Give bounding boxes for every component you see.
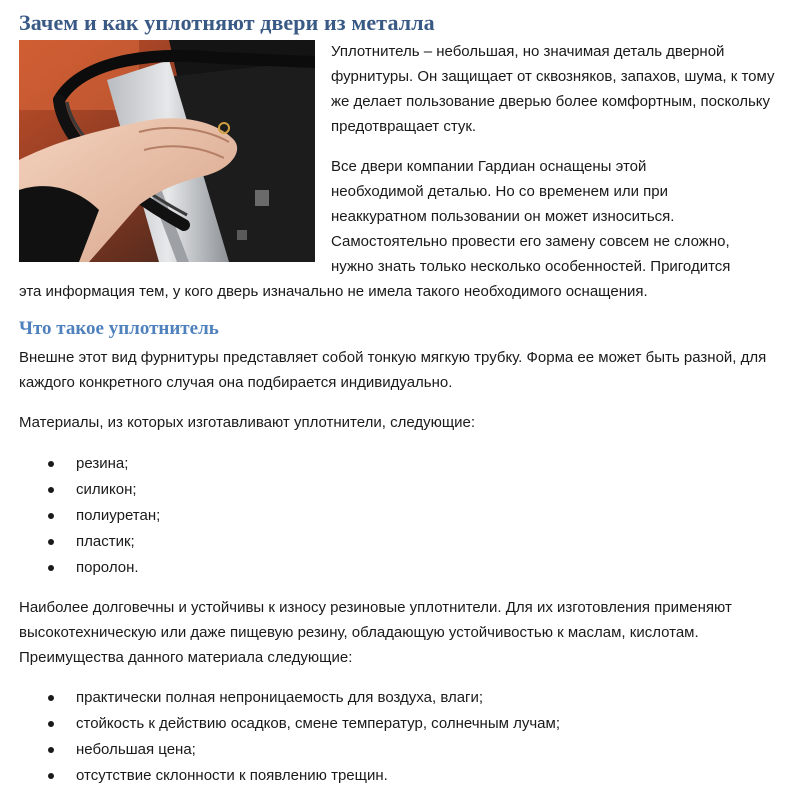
list-item: полиуретан; [19,503,779,529]
list-item: поролон. [19,555,779,581]
intro-paragraph-1: Уплотнитель – небольшая, но значимая деталь дверной фурнитуры. Он защищает от сквозняков, запахов, шума, к тому же делает пользование дверью более комфортным, поскольку предотвращает стук. [331,43,775,135]
bullet-icon [48,565,54,571]
rubber-paragraph: Наиболее долговечны и устойчивы к износу резиновые уплотнители. Для их изготовления применяют высокотехническую или даже пищевую резину, обладающую устойчивостью к маслам, кислотам. Преимущества данного материала следующие: [19,599,732,666]
bullet-icon [48,695,54,701]
advantages-list [19,685,779,789]
intro-p2-line-4: Самостоятельно провести его замену совсем не сложно, [331,233,730,250]
intro-p2-line-2: необходимой деталью. Но со временем или при [331,183,668,200]
bullet-icon [48,461,54,467]
list-item: отсутствие склонности к появлению трещин. [19,763,779,789]
list-item: резина; [19,451,779,477]
description-paragraph: Внешне этот вид фурнитуры представляет собой тонкую мягкую трубку. Форма ее может быть разной, для каждого конкретного случая она подбирается индивидуально. [19,349,767,391]
list-item: небольшая цена; [19,737,779,763]
intro-p2-line-6: эта информация тем, у кого дверь изначально не имела такого необходимого оснащения. [19,283,648,300]
list-item: пластик; [19,529,779,555]
bullet-icon [48,747,54,753]
list-item: практически полная непроницаемость для воздуха, влаги; [19,685,779,711]
intro-p2-line-1: Все двери компании Гардиан оснащены этой [331,158,647,175]
section-heading: Что такое уплотнитель [19,318,219,339]
intro-paragraph-2 [19,154,779,304]
intro-p2-line-3: неаккуратном пользовании он может износиться. [331,208,675,225]
bullet-icon [48,773,54,779]
bullet-icon [48,513,54,519]
bullet-icon [48,539,54,545]
intro-p2-line-5: нужно знать только несколько особенностей. Пригодится [331,258,731,275]
bullet-icon [48,721,54,727]
list-item: стойкость к действию осадков, смене температур, солнечным лучам; [19,711,779,737]
materials-intro: Материалы, из которых изготавливают уплотнители, следующие: [19,414,476,431]
materials-list [19,451,779,581]
bullet-icon [48,487,54,493]
list-item: силикон; [19,477,779,503]
article-title: Зачем и как уплотняют двери из металла [19,10,435,35]
